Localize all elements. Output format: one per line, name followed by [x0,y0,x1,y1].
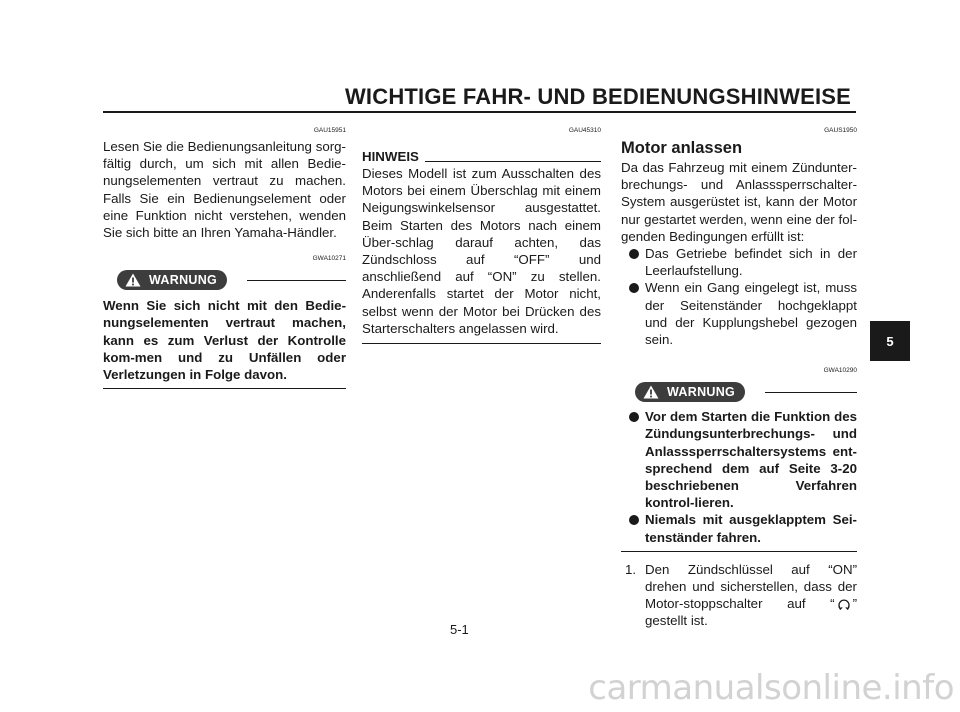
condition-item [621,279,857,348]
page-title: WICHTIGE FAHR- UND BEDIENUNGSHINWEISE [344,84,852,109]
note-label: HINWEIS [362,149,419,164]
bullet-icon [629,249,639,259]
column-left [103,124,346,389]
bullet-icon [629,283,639,293]
warning-header [103,270,346,290]
section-intro: Da das Fahrzeug mit einem Zündunter-brechungs- und Anlasssperrschalter-System ausgerüstet ist, kann der Motor nur gestartet werden, wenn eine der fol-genden Bedingungen erfüllt ist: [621,160,857,244]
intro-paragraph: Lesen Sie die Bedienungsanleitung sorg-fältig durch, um sich mit allen Bedie-nungselementen vertraut zu machen. Falls Sie ein Bedienungselement oder eine Funktion nicht verstehen, wenden Sie sich bitte an Ihren Yamaha-Händler. [103,139,346,241]
note-rule [425,161,601,162]
warning-item [621,511,857,545]
condition-text: Das Getriebe befindet sich in der Leerlaufstellung. [645,246,857,279]
bullet-icon [629,412,639,422]
warning-badge [117,270,227,290]
warning-item-text: Vor dem Starten die Funktion des Zündungsunterbrechungs- und Anlasssperrschaltersystems ent-sprechend dem auf Seite 3-20 beschriebenen Verfahren kontrol-lieren. [645,409,857,511]
warning-end-rule [103,388,346,389]
bullet-icon [629,515,639,525]
reference-code: GAUS1950 [824,127,857,134]
step-item [621,561,857,630]
chapter-tab: 5 [870,321,910,361]
condition-item [621,245,857,279]
warning-header [621,382,857,402]
section-title: Motor anlassen [621,139,743,157]
warning-end-rule [621,551,857,552]
reference-code: GAU45310 [568,127,601,134]
warning-triangle-icon [125,273,141,287]
reference-code: GAU15951 [313,127,346,134]
warning-label: WARNUNG [667,384,736,399]
warning-item-text: Niemals mit ausgeklapptem Sei-tenständer fahren. [645,512,857,545]
warning-code: GWA10290 [823,367,857,375]
watermark: carmanualsonline.info [588,668,954,708]
column-right [621,124,857,630]
column-middle [362,124,601,344]
warning-rule [765,392,857,393]
note-header [362,148,601,165]
step-text-after: ” gestellt ist. [645,596,857,629]
title-rule [103,111,856,113]
warning-badge [635,382,745,402]
step-text-before: Den Zündschlüssel auf “ON” drehen und sicherstellen, dass der Motor-stoppschalter auf “ [645,561,857,612]
page-number: 5-1 [450,622,469,637]
warning-rule [247,280,346,281]
warning-text: Wenn Sie sich nicht mit den Bedie-nungselementen vertraut machen, kann es zum Verlust der Kontrolle kom-men und zu Unfällen oder Verletzungen in Folge davon. [103,298,346,383]
step-number: 1. [625,561,637,577]
warning-item [621,408,857,511]
warning-code: GWA10271 [312,255,346,263]
warning-triangle-icon [643,385,659,399]
condition-text: Wenn ein Gang eingelegt ist, muss der Seitenständer hochgeklappt und der Kupplungshebel gezogen sein. [645,280,857,348]
engine-stop-switch-icon [837,599,851,611]
note-text: Dieses Modell ist zum Ausschalten des Motors bei einem Überschlag mit einem Neigungswinkelsensor ausgestattet. Beim Starten des Motors nach einem Über-schlag darauf achten, das Zündschloss auf “OFF” und anschließend auf “ON” zu stellen. Anderenfalls startet der Motor nicht, selbst wenn der Motor bei Drücken des Starterschalters angelassen wird. [362,166,601,336]
note-end-rule [362,343,601,344]
warning-label: WARNUNG [149,272,218,287]
